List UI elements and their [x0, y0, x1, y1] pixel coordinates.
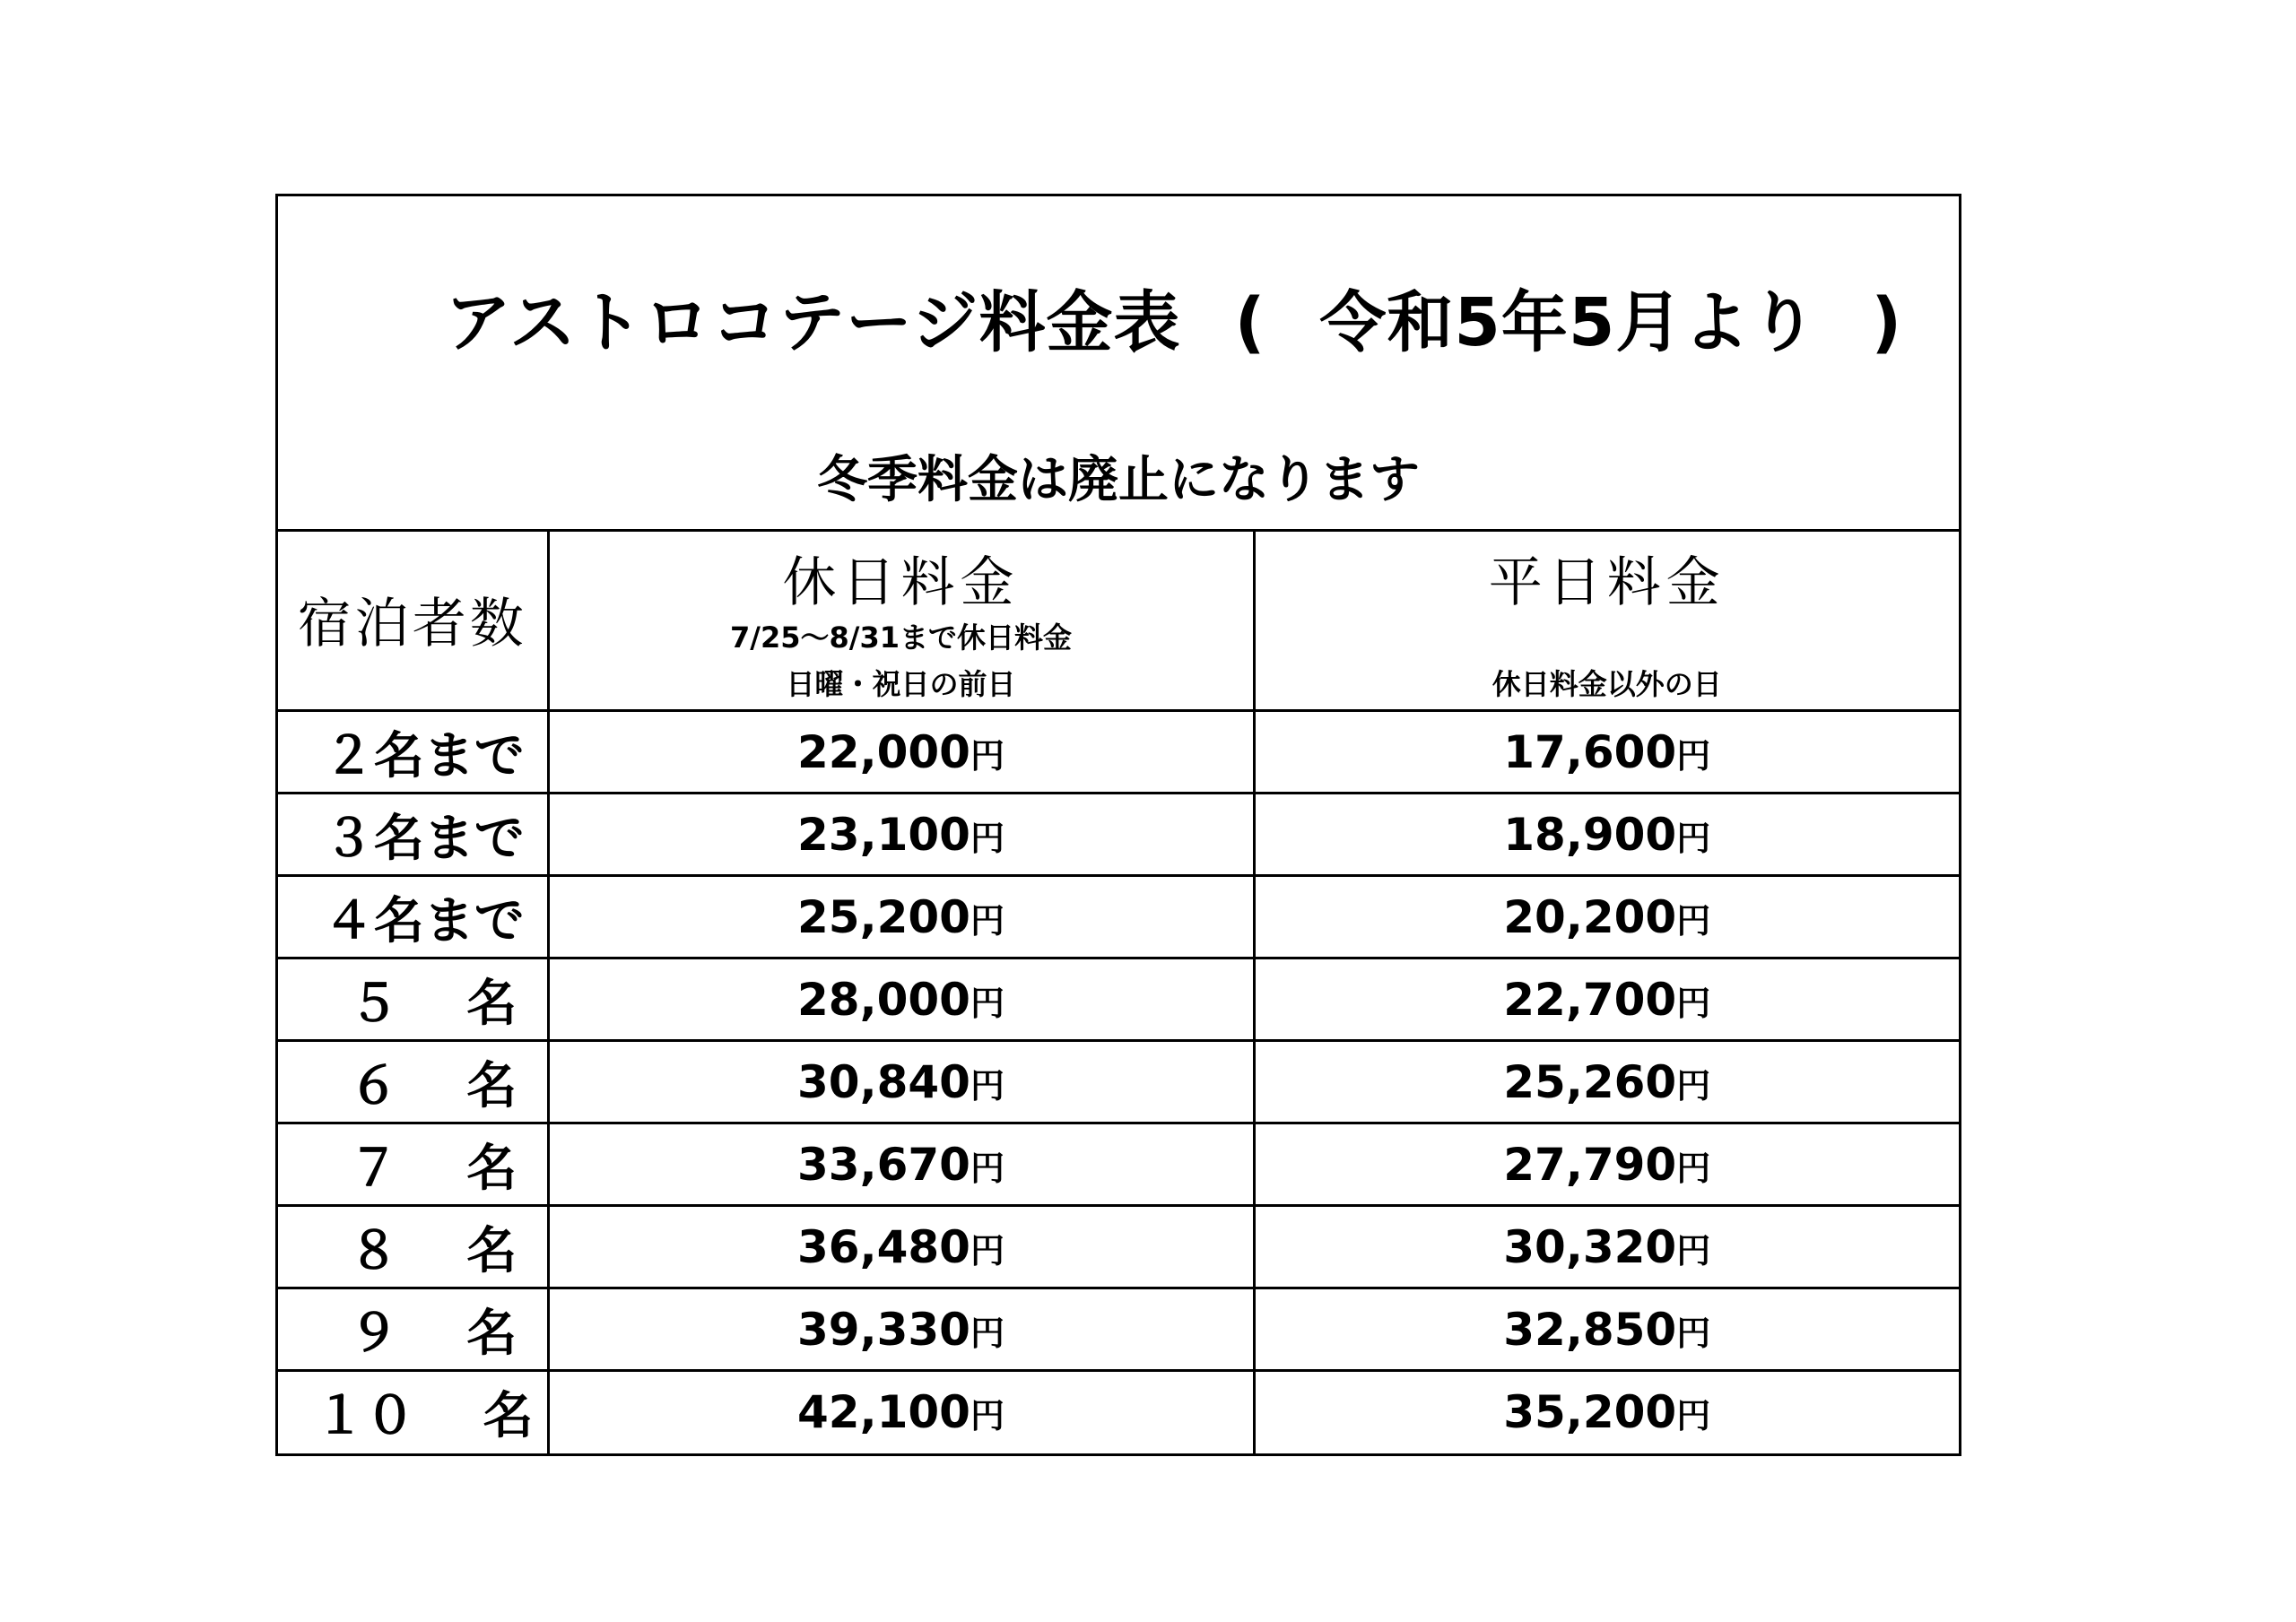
sheet-header: [278, 196, 1959, 532]
weekday-price-cell: [1254, 1206, 1959, 1288]
currency-unit: 円: [970, 983, 1004, 1023]
weekday-price: 32,850: [1503, 1303, 1677, 1356]
currency-unit: 円: [970, 1313, 1004, 1353]
holiday-price: 42,100: [797, 1386, 970, 1439]
guest-count-cell: ３名まで: [278, 794, 548, 876]
currency-unit: 円: [1676, 735, 1711, 776]
table-row: [278, 1288, 1959, 1371]
weekday-price: 35,200: [1503, 1386, 1677, 1439]
header-weekday-label: 平日料金: [1488, 551, 1726, 614]
currency-unit: 円: [1676, 900, 1711, 941]
currency-unit: 円: [970, 900, 1004, 941]
weekday-note: 休日料金以外の日: [1492, 667, 1722, 701]
currency-unit: 円: [970, 1065, 1004, 1106]
currency-unit: 円: [1676, 1148, 1711, 1188]
weekday-price: 22,700: [1503, 973, 1677, 1026]
currency-unit: 円: [1676, 1313, 1711, 1353]
holiday-price: 28,000: [797, 973, 970, 1026]
title-text: アストロコテージ料金表: [445, 284, 1181, 361]
title-close-paren: ): [1871, 284, 1903, 361]
holiday-price-cell: [548, 1288, 1254, 1371]
header-weekday: [1254, 529, 1959, 711]
weekday-price-cell: [1254, 711, 1959, 794]
header-holiday-label: 休日料金: [782, 551, 1020, 614]
weekday-price-cell: [1254, 1123, 1959, 1206]
rate-table: [278, 529, 1959, 1453]
holiday-note-period: 7/25〜8/31まで休日料金: [730, 620, 1072, 655]
holiday-price-cell: [548, 1041, 1254, 1123]
currency-unit: 円: [970, 1230, 1004, 1271]
header-guest-count: [278, 529, 548, 711]
guest-count-cell: ４名まで: [278, 876, 548, 958]
currency-unit: 円: [1676, 1065, 1711, 1106]
weekday-price-cell: [1254, 958, 1959, 1041]
table-row: [278, 876, 1959, 958]
table-row: [278, 711, 1959, 794]
currency-unit: 円: [970, 1396, 1004, 1436]
weekday-price: 18,900: [1503, 808, 1677, 861]
holiday-price-cell: [548, 1371, 1254, 1453]
page-title: [445, 270, 1902, 365]
holiday-price: 36,480: [797, 1220, 970, 1273]
guest-count-cell: ８ 名: [278, 1206, 548, 1288]
table-row: [278, 1041, 1959, 1123]
currency-unit: 円: [970, 818, 1004, 858]
holiday-price: 33,670: [797, 1138, 970, 1191]
weekday-price-cell: [1254, 1041, 1959, 1123]
table-row: [278, 1371, 1959, 1453]
holiday-price: 25,200: [797, 890, 970, 943]
weekday-price: 27,790: [1503, 1138, 1677, 1191]
table-row: [278, 1123, 1959, 1206]
currency-unit: 円: [1676, 818, 1711, 858]
header-holiday: [548, 529, 1254, 711]
holiday-price-cell: [548, 876, 1254, 958]
holiday-price: 30,840: [797, 1055, 970, 1108]
weekday-price: 25,260: [1503, 1055, 1677, 1108]
holiday-price-cell: [548, 1206, 1254, 1288]
guest-count-cell: ２名まで: [278, 711, 548, 794]
guest-count-cell: ５ 名: [278, 958, 548, 1041]
currency-unit: 円: [970, 1148, 1004, 1188]
table-row: [278, 1206, 1959, 1288]
holiday-price: 23,100: [797, 808, 970, 861]
weekday-price-cell: [1254, 1371, 1959, 1453]
header-guest-count-label: 宿泊者数: [297, 592, 527, 655]
holiday-price-cell: [548, 794, 1254, 876]
currency-unit: 円: [1676, 1396, 1711, 1436]
title-open-paren: (: [1234, 284, 1266, 361]
weekday-price-cell: [1254, 876, 1959, 958]
table-row: [278, 794, 1959, 876]
title-period: 令和5年5月より: [1319, 284, 1818, 361]
weekday-price: 30,320: [1503, 1220, 1677, 1273]
guest-count-cell: ６ 名: [278, 1041, 548, 1123]
weekday-price: 20,200: [1503, 890, 1677, 943]
weekday-price: 17,600: [1503, 725, 1677, 778]
guest-count-cell: ７ 名: [278, 1123, 548, 1206]
holiday-price-cell: [548, 711, 1254, 794]
holiday-note-days: 日曜・祝日の前日: [786, 667, 1016, 701]
guest-count-cell: １０ 名: [278, 1371, 548, 1453]
holiday-price-cell: [548, 1123, 1254, 1206]
holiday-price: 22,000: [797, 725, 970, 778]
currency-unit: 円: [1676, 983, 1711, 1023]
table-row: [278, 958, 1959, 1041]
currency-unit: 円: [970, 735, 1004, 776]
table-header-row: [278, 529, 1959, 711]
currency-unit: 円: [1676, 1230, 1711, 1271]
guest-count-cell: ９ 名: [278, 1288, 548, 1371]
weekday-price-cell: [1254, 794, 1959, 876]
notice-text: 冬季料金は廃止になります: [817, 451, 1420, 509]
rate-sheet: [275, 194, 1961, 1456]
holiday-price-cell: [548, 958, 1254, 1041]
holiday-price: 39,330: [797, 1303, 970, 1356]
weekday-price-cell: [1254, 1288, 1959, 1371]
